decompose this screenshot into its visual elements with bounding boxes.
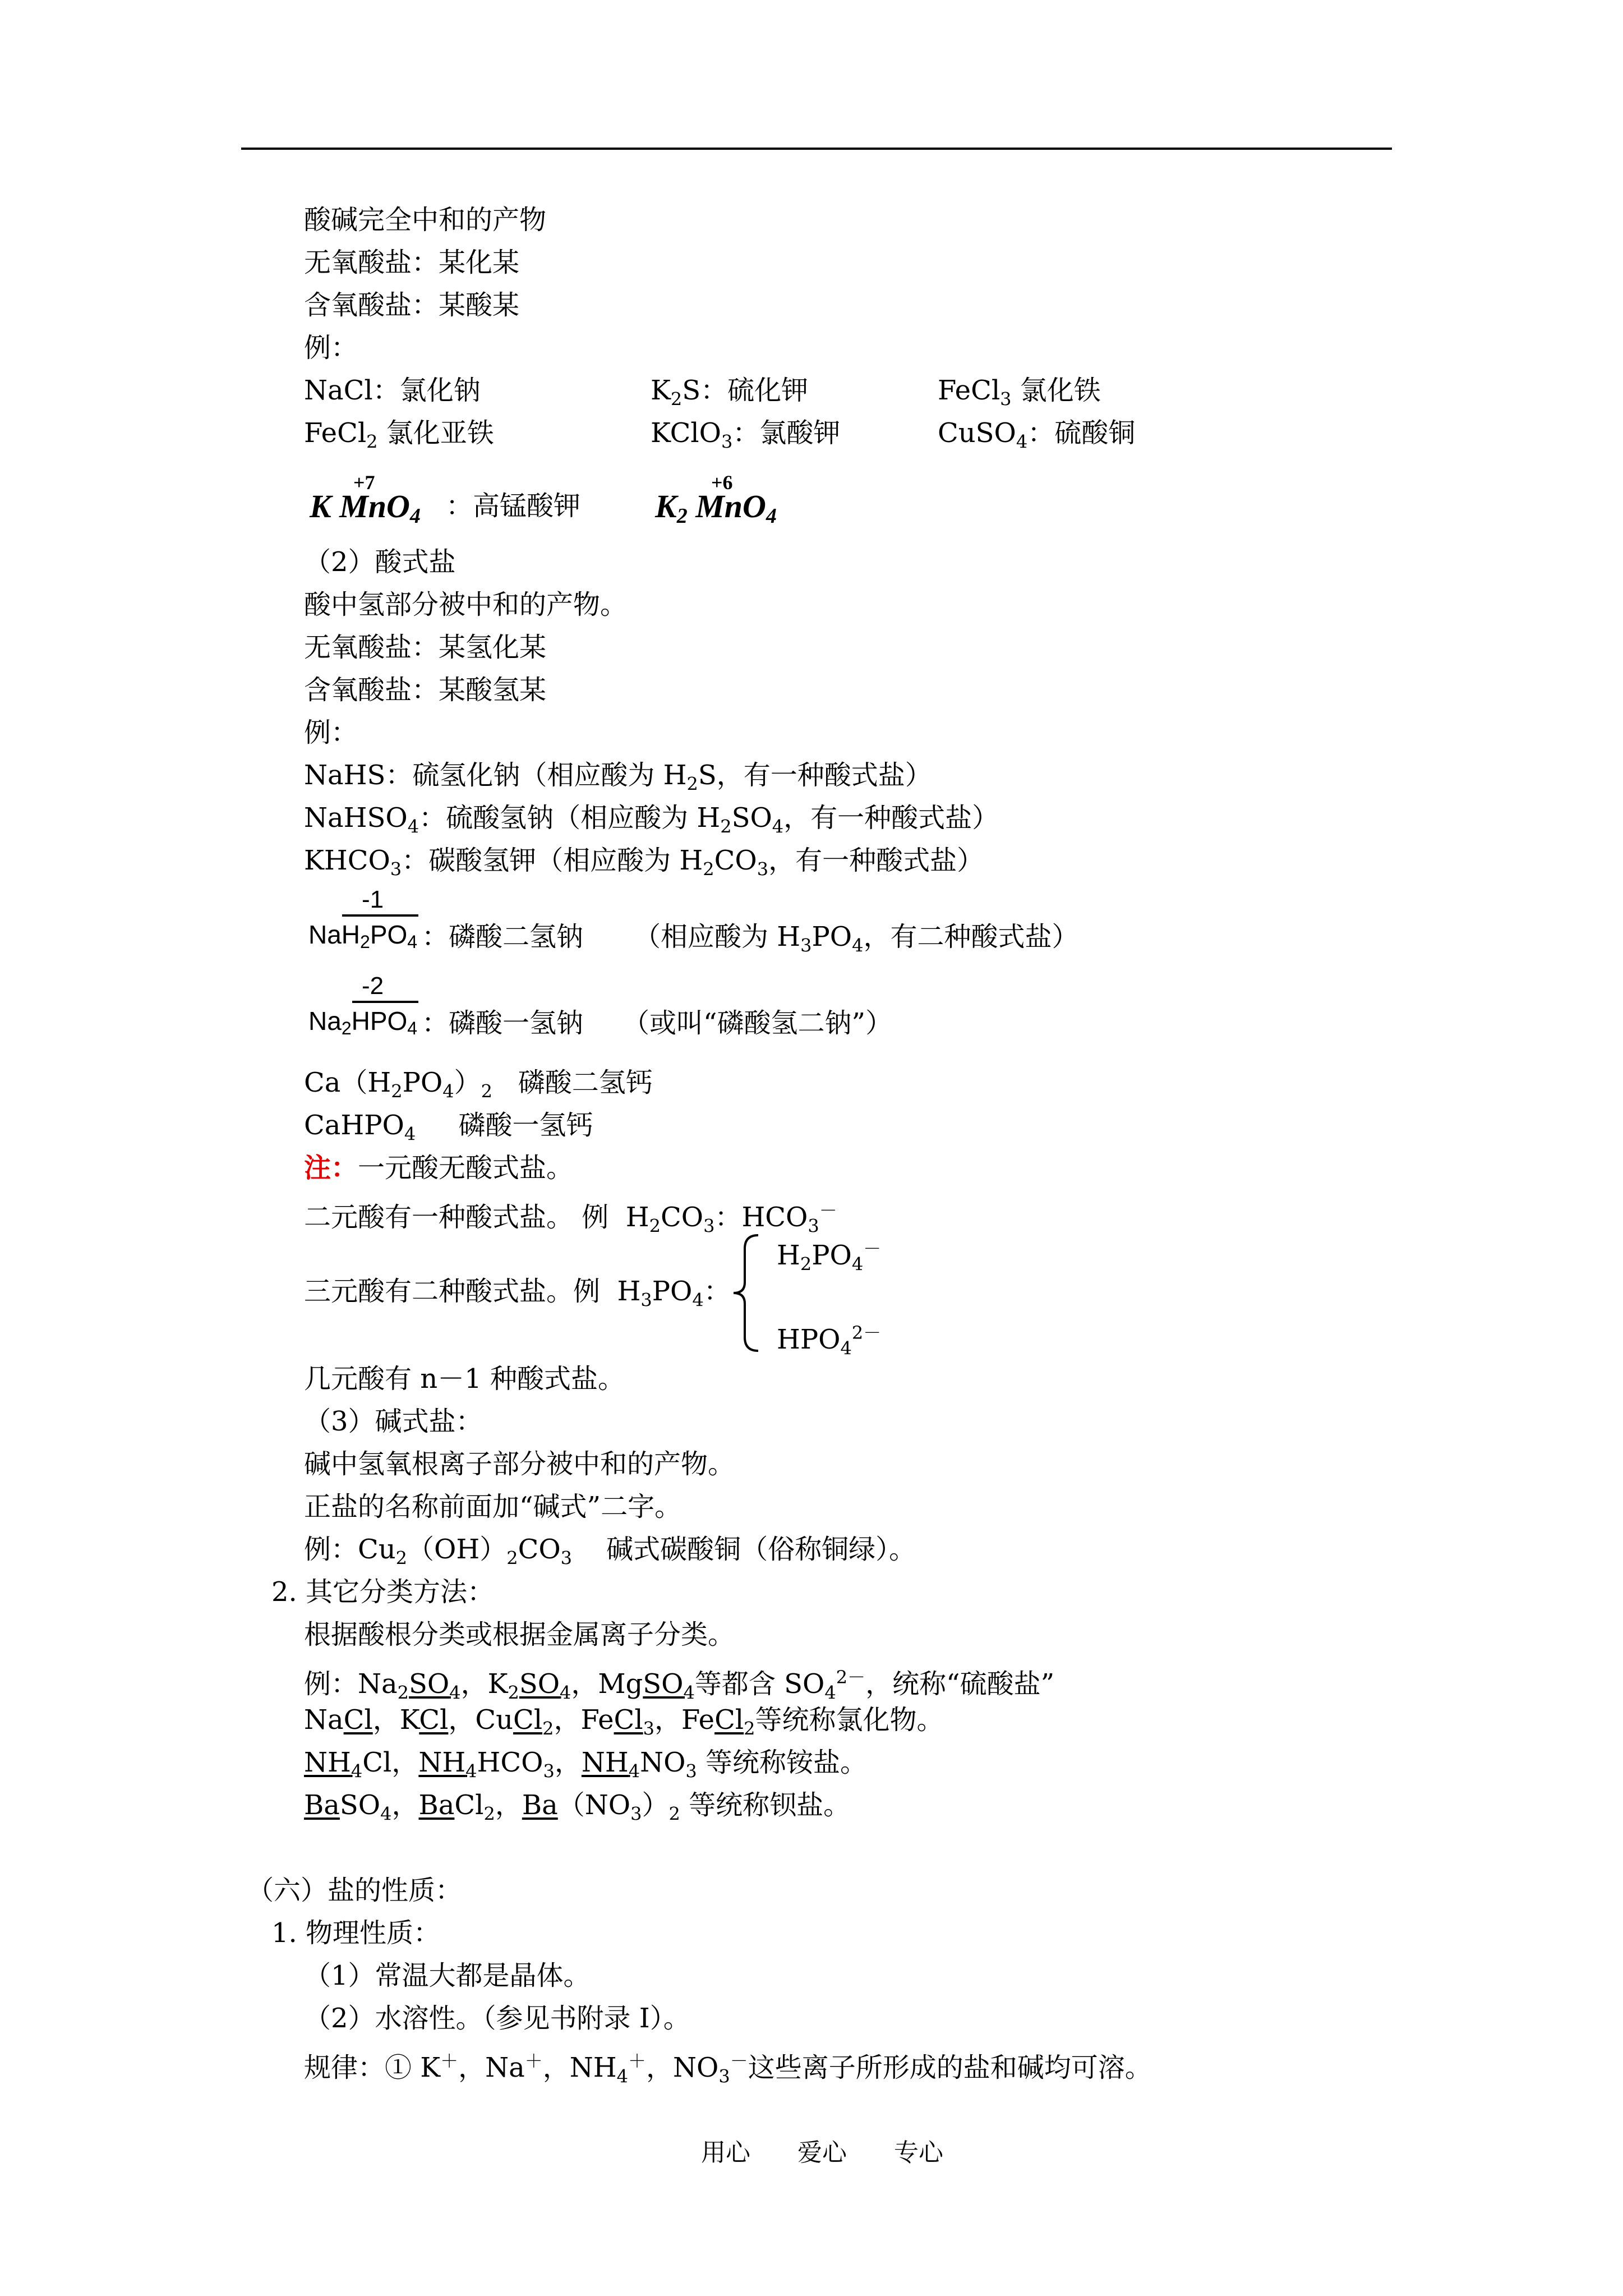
overline <box>342 914 418 917</box>
example-barium: BaSO$_4$，BaCl$_2$，$Ba(NO_3)_2$ 等统称钡盐。 <box>304 1789 851 1825</box>
text-line: 含氧酸盐：某酸某 <box>304 289 520 321</box>
text-line: 根据酸根分类或根据金属离子分类。 <box>304 1619 735 1650</box>
text-line: 1. 物理性质： <box>271 1917 441 1949</box>
example-basic-copper: 例：$Cu_2(OH)_2CO_3$ 碱式碳酸铜（俗称铜绿）。 <box>304 1534 916 1569</box>
formula-na2hpo4: Na2HPO4 <box>308 1006 418 1038</box>
text-line: ：磷酸一氢钠 <box>422 1007 584 1039</box>
oxidation-state: +7 <box>353 471 375 494</box>
text-line: ：磷酸二氢钠 <box>422 921 584 953</box>
section-heading: （六）盐的性质： <box>247 1875 463 1906</box>
text-line: 二元酸有一种酸式盐。 例 $H_2CO_3$：$HCO_3^-$ <box>304 1200 837 1237</box>
text-line: （2）水溶性。（参见书附录 I）。 <box>304 2003 690 2034</box>
text-line: 酸中氢部分被中和的产物。 <box>304 589 628 620</box>
text-line: 例： <box>304 717 358 748</box>
text-line: （或叫“磷酸氢二钠”） <box>623 1007 893 1039</box>
text-line: 正盐的名称前面加“碱式”二字。 <box>304 1491 682 1522</box>
example-khco3: $KHCO_3$：碳酸氢钾（相应酸为 $H_2CO_3$，有一种酸式盐） <box>304 845 984 880</box>
example-kclo3: KClO$_3$：氯酸钾 <box>651 417 841 453</box>
header-rule <box>241 148 1392 150</box>
text-line: （相应酸为 $H_3PO_4$，有二种酸式盐） <box>634 921 1079 956</box>
footer-item: 用心 <box>701 2138 750 2167</box>
example-nacl: NaCl：氯化钠 <box>304 375 481 406</box>
text-line: 几元酸有 n－1 种酸式盐。 <box>304 1363 625 1395</box>
text-line: （2）酸式盐 <box>304 546 456 578</box>
oxidation-state: -1 <box>362 886 384 913</box>
example-fecl3: FeCl$_3$ 氯化铁 <box>938 375 1101 410</box>
text-line: （1）常温大都是晶体。 <box>304 1960 591 1991</box>
footer <box>701 2137 983 2169</box>
text-line: 无氧酸盐：某化某 <box>304 247 520 278</box>
formula-kmno4: K MnO4 <box>310 488 421 528</box>
example-chlorides: NaCl，KCl，CuCl$_2$，FeCl$_3$，FeCl$_2$等统称氯化物。 <box>304 1704 944 1740</box>
ion-hpo4: $HPO_4^{2-}$ <box>777 1322 882 1359</box>
formula-nah2po4: NaH2PO4 <box>308 920 418 952</box>
footer-item: 专心 <box>894 2138 943 2167</box>
text-line: 碱中氢氧根离子部分被中和的产物。 <box>304 1448 735 1480</box>
overline <box>352 1001 418 1003</box>
text-line: 无氧酸盐：某氢化某 <box>304 632 547 663</box>
formula-k2mno4: K2 MnO4 <box>655 488 777 528</box>
rule-line: 规律：① K＋，Na＋，$NH_4^+$，$NO_3^-$这些离子所形成的盐和碱均可溶。 <box>304 2050 1152 2087</box>
example-cahpo4: CaHPO$_4$ 磷酸一氢钙 <box>304 1110 593 1145</box>
oxidation-state: +6 <box>711 471 733 494</box>
text-line: 酸碱完全中和的产物 <box>304 204 547 236</box>
text-line: 例： <box>304 332 358 364</box>
text-line: ：高锰酸钾 <box>446 490 581 522</box>
example-nahs: NaHS：硫氢化钠（相应酸为 $H_2S$，有一种酸式盐） <box>304 760 932 795</box>
text-line: 含氧酸盐：某酸氢某 <box>304 674 547 706</box>
footer-item: 爱心 <box>797 2138 847 2167</box>
brace-icon <box>729 1232 763 1354</box>
text-line: 2. 其它分类方法： <box>271 1576 495 1608</box>
text-line: （3）碱式盐： <box>304 1406 483 1437</box>
note-line: 注：一元酸无酸式盐。 <box>304 1152 574 1184</box>
example-cah2po4: $Ca(H_2PO_4)_2$ 磷酸二氢钙 <box>304 1067 653 1102</box>
oxidation-state: -2 <box>362 972 384 1000</box>
example-ammonium: $NH_4Cl$，$NH_4HCO_3$，$NH_4NO_3$ 等统称铵盐。 <box>304 1747 868 1782</box>
example-cuso4: CuSO$_4$：硫酸铜 <box>938 417 1136 453</box>
example-nahso4: NaHSO$_4$：硫酸氢钠（相应酸为 $H_2SO_4$，有一种酸式盐） <box>304 802 999 838</box>
text-line: 三元酸有二种酸式盐。例 $H_3PO_4$： <box>304 1276 731 1311</box>
example-k2s: $K_2S$：硫化钾 <box>651 375 809 410</box>
ion-h2po4: $H_2PO_4^-$ <box>777 1238 882 1275</box>
example-sulfates: 例：$Na_2SO_4$，$K_2SO_4$，MgSO$_4$等都含 $SO_4^{2-}$，统称“硫酸盐” <box>304 1667 1055 1704</box>
example-fecl2: FeCl$_2$ 氯化亚铁 <box>304 417 494 453</box>
